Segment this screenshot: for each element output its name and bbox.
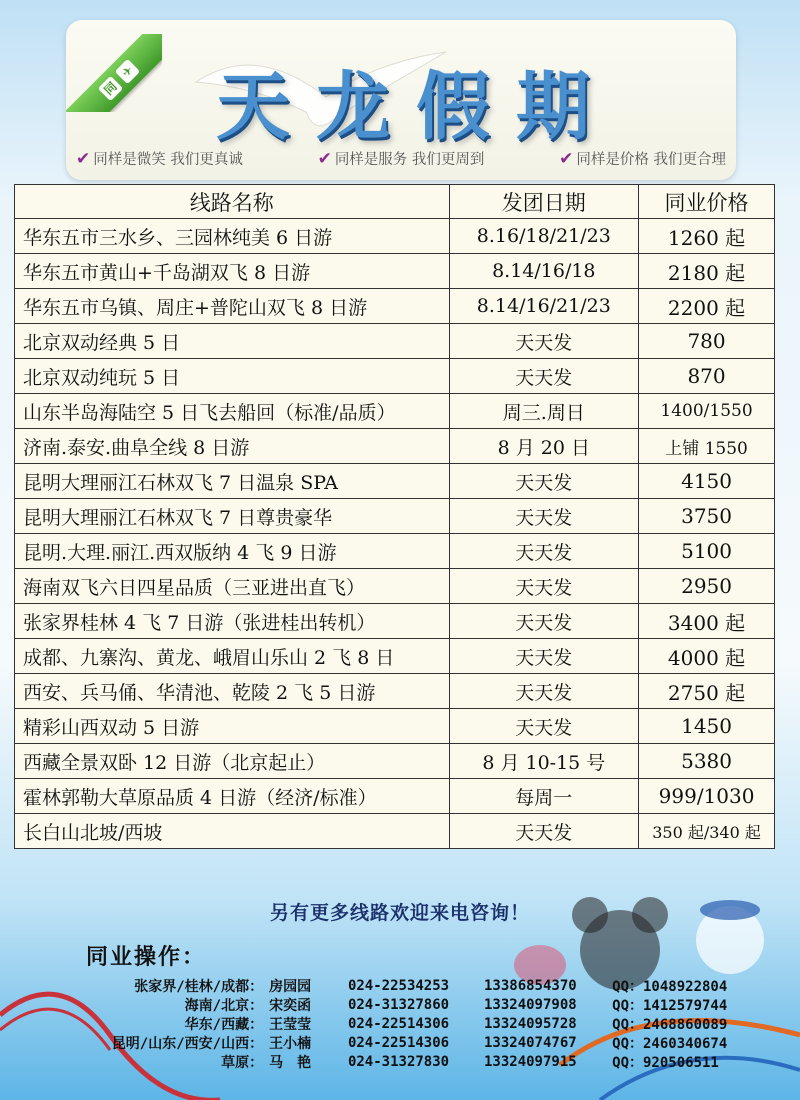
route-name: 北京双动经典 5 日 <box>15 324 450 359</box>
departure-date: 8.14/16/21/23 <box>449 289 639 324</box>
trade-price: 2180 起 <box>639 254 775 289</box>
header-departure-date: 发团日期 <box>449 185 639 219</box>
trade-price: 2950 <box>639 569 775 604</box>
table-row <box>15 569 775 604</box>
table-row <box>15 709 775 744</box>
route-name: 昆明.大理.丽江.西双版纳 4 飞 9 日游 <box>15 534 450 569</box>
table-row <box>15 359 775 394</box>
contact-mobile: 13324095728 <box>483 1015 577 1032</box>
table-row <box>15 289 775 324</box>
table-header-row <box>15 185 775 219</box>
table-row <box>15 639 775 674</box>
route-name: 海南双飞六日四星品质（三亚进出直飞） <box>15 569 450 604</box>
departure-date: 8 月 10-15 号 <box>449 744 639 779</box>
checkmark-icon: ✔ <box>559 148 574 169</box>
header-banner <box>66 20 736 180</box>
table-row <box>15 604 775 639</box>
table-row <box>15 219 775 254</box>
route-name: 济南.泰安.曲阜全线 8 日游 <box>15 429 450 464</box>
corner-ribbon <box>66 34 162 112</box>
contact-person: 王小楠 <box>269 1035 312 1052</box>
trade-price: 1450 <box>639 709 775 744</box>
table-row <box>15 674 775 709</box>
trade-price: 1400/1550 <box>639 394 775 429</box>
trade-price: 1260 起 <box>639 219 775 254</box>
trade-price: 350 起/340 起 <box>639 814 775 849</box>
header-route-name: 线路名称 <box>15 185 450 219</box>
departure-date: 天天发 <box>449 674 639 709</box>
route-name: 北京双动纯玩 5 日 <box>15 359 450 394</box>
route-name: 昆明大理丽江石林双飞 7 日尊贵豪华 <box>15 499 450 534</box>
route-name: 成都、九寨沟、黄龙、峨眉山乐山 2 飞 8 日 <box>15 639 450 674</box>
contact-row <box>60 1052 760 1071</box>
contact-person: 宋奕函 <box>269 997 312 1014</box>
route-name: 华东五市黄山+千岛湖双飞 8 日游 <box>15 254 450 289</box>
departure-date: 8.16/18/21/23 <box>449 219 639 254</box>
route-name: 张家界桂林 4 飞 7 日游（张进桂出转机） <box>15 604 450 639</box>
contact-phone: 024-22534253 <box>347 977 450 994</box>
contact-mobile: 13386854370 <box>483 977 577 994</box>
slogan-text: 同样是微笑 我们更真诚 <box>93 152 243 168</box>
departure-date: 天天发 <box>449 359 639 394</box>
contact-region: 海南/北京： <box>184 997 264 1014</box>
contact-list <box>60 976 760 1071</box>
contact-region: 华东/西藏： <box>184 1016 264 1033</box>
table-row <box>15 324 775 359</box>
contact-phone: 024-22514306 <box>347 1015 450 1032</box>
trade-price: 上铺 1550 <box>639 429 775 464</box>
route-name: 华东五市乌镇、周庄+普陀山双飞 8 日游 <box>15 289 450 324</box>
table-row <box>15 254 775 289</box>
checkmark-icon: ✔ <box>317 148 332 169</box>
contact-region: 草原： <box>221 1054 264 1071</box>
trade-price: 3750 <box>639 499 775 534</box>
ribbon-plane-icon: ✈ <box>115 59 140 84</box>
contact-row <box>60 1033 760 1052</box>
trade-price: 999/1030 <box>639 779 775 814</box>
route-name: 山东半岛海陆空 5 日飞去船回（标准/品质） <box>15 394 450 429</box>
departure-date: 天天发 <box>449 499 639 534</box>
table-row <box>15 394 775 429</box>
contact-person: 王莹莹 <box>269 1016 312 1033</box>
slogan-row <box>76 148 726 169</box>
departure-date: 8.14/16/18 <box>449 254 639 289</box>
departure-date: 周三.周日 <box>449 394 639 429</box>
trade-price: 870 <box>639 359 775 394</box>
contact-region: 张家界/桂林/成都： <box>134 978 264 995</box>
route-name: 西安、兵马俑、华清池、乾陵 2 飞 5 日游 <box>15 674 450 709</box>
departure-date: 天天发 <box>449 709 639 744</box>
route-name: 西藏全景双卧 12 日游（北京起止） <box>15 744 450 779</box>
contact-region: 昆明/山东/西安/山西： <box>111 1035 264 1052</box>
slogan-item <box>559 148 726 169</box>
ribbon-band <box>66 34 162 112</box>
trade-price: 5380 <box>639 744 775 779</box>
contact-qq: QQ：1412579744 <box>612 997 728 1014</box>
table-row <box>15 744 775 779</box>
trade-price: 3400 起 <box>639 604 775 639</box>
more-routes-notice: 另有更多线路欢迎来电咨询！ <box>269 902 530 924</box>
header-trade-price: 同业价格 <box>639 185 775 219</box>
trade-price: 780 <box>639 324 775 359</box>
contact-row <box>60 1014 760 1033</box>
ribbon-badge: 同 <box>98 76 123 101</box>
table-row <box>15 779 775 814</box>
departure-date: 天天发 <box>449 604 639 639</box>
contact-qq: QQ：2460340674 <box>612 1035 728 1052</box>
contact-qq: QQ：1048922804 <box>612 978 728 995</box>
slogan-item <box>318 148 485 169</box>
checkmark-icon: ✔ <box>76 148 91 169</box>
trade-price: 4000 起 <box>639 639 775 674</box>
slogan-item <box>76 148 243 169</box>
departure-date: 每周一 <box>449 779 639 814</box>
contact-mobile: 13324097908 <box>483 996 577 1013</box>
contact-row <box>60 976 760 995</box>
trade-operations-title: 同业操作： <box>86 945 207 970</box>
slogan-text: 同样是服务 我们更周到 <box>334 152 485 168</box>
departure-date: 天天发 <box>449 464 639 499</box>
contact-mobile: 13324074767 <box>483 1034 577 1051</box>
route-name: 华东五市三水乡、三园林纯美 6 日游 <box>15 219 450 254</box>
contact-row <box>60 995 760 1014</box>
route-price-table <box>14 184 775 849</box>
contact-phone: 024-22514306 <box>347 1034 450 1051</box>
table-row <box>15 499 775 534</box>
trade-price: 4150 <box>639 464 775 499</box>
brand-title: 天龙假期 <box>216 64 616 150</box>
contact-qq: QQ：920506511 <box>612 1054 719 1071</box>
contact-phone: 024-31327830 <box>347 1053 450 1070</box>
contact-person: 房园园 <box>269 978 312 995</box>
departure-date: 天天发 <box>449 639 639 674</box>
departure-date: 天天发 <box>449 534 639 569</box>
contact-phone: 024-31327860 <box>347 996 450 1013</box>
table-row <box>15 814 775 849</box>
table-row <box>15 464 775 499</box>
departure-date: 天天发 <box>449 814 639 849</box>
route-name: 精彩山西双动 5 日游 <box>15 709 450 744</box>
contact-person: 马 艳 <box>269 1054 312 1071</box>
route-name: 长白山北坡/西坡 <box>15 814 450 849</box>
contact-qq: QQ：2468860089 <box>612 1016 728 1033</box>
departure-date: 天天发 <box>449 324 639 359</box>
trade-price: 2750 起 <box>639 674 775 709</box>
trade-price: 2200 起 <box>639 289 775 324</box>
table-row <box>15 534 775 569</box>
contact-mobile: 13324097915 <box>483 1053 577 1070</box>
trade-price: 5100 <box>639 534 775 569</box>
slogan-text: 同样是价格 我们更合理 <box>576 152 726 168</box>
departure-date: 8 月 20 日 <box>449 429 639 464</box>
route-name: 霍林郭勒大草原品质 4 日游（经济/标准） <box>15 779 450 814</box>
departure-date: 天天发 <box>449 569 639 604</box>
route-name: 昆明大理丽江石林双飞 7 日温泉 SPA <box>15 464 450 499</box>
table-row <box>15 429 775 464</box>
